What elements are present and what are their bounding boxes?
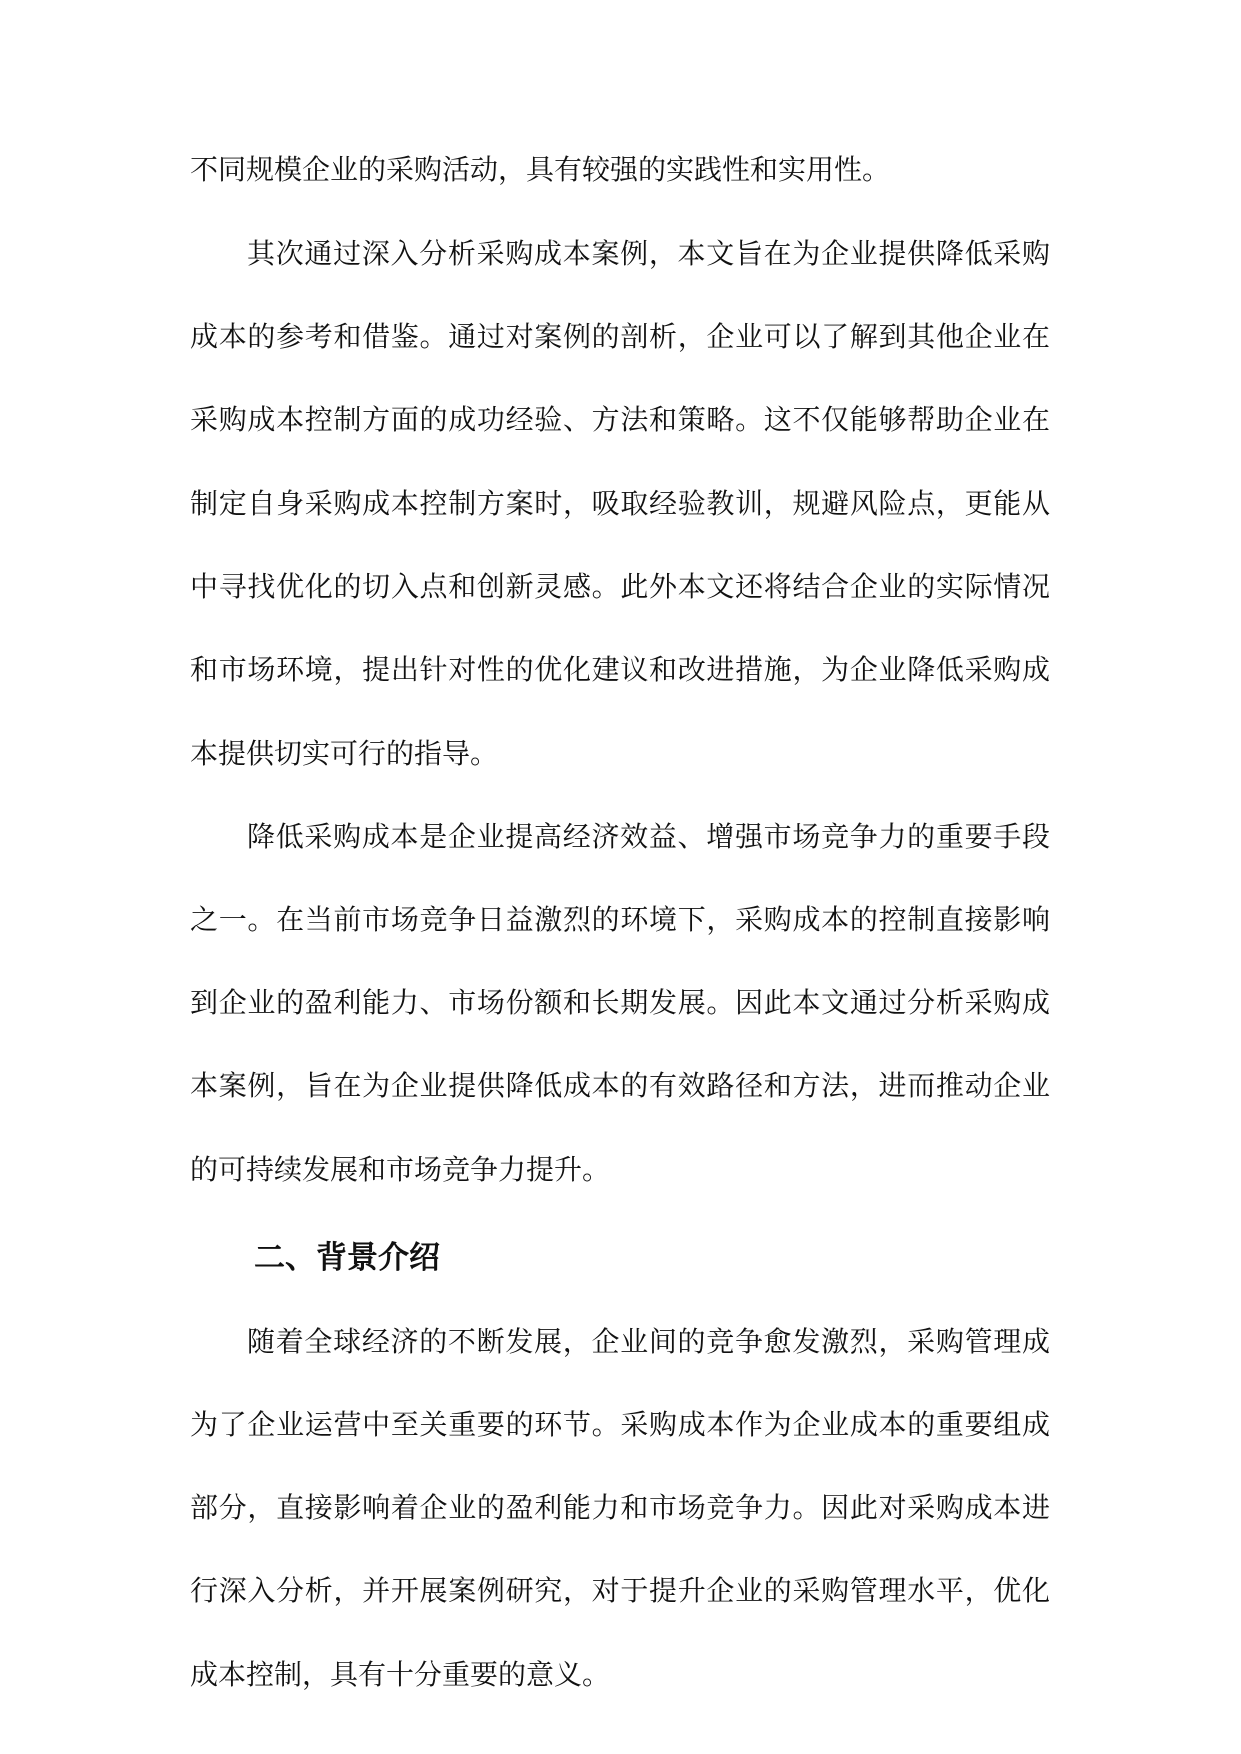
paragraph-2-line-6: 和市场环境，提出针对性的优化建议和改进措施，为企业降低采购成 (190, 653, 1050, 686)
paragraph-2-line-7: 本提供切实可行的指导。 (190, 737, 499, 770)
paragraph-2-line-3: 采购成本控制方面的成功经验、方法和策略。这不仅能够帮助企业在 (190, 403, 1050, 436)
paragraph-4-line-2: 为了企业运营中至关重要的环节。采购成本作为企业成本的重要组成 (190, 1408, 1050, 1441)
paragraph-2-line-4: 制定自身采购成本控制方案时，吸取经验教训，规避风险点，更能从 (190, 487, 1050, 520)
paragraph-2-line-1: 其次通过深入分析采购成本案例，本文旨在为企业提供降低采购 (247, 237, 1050, 270)
paragraph-4-line-5: 成本控制，具有十分重要的意义。 (190, 1658, 611, 1691)
paragraph-4-line-4: 行深入分析，并开展案例研究，对于提升企业的采购管理水平，优化 (190, 1574, 1050, 1607)
paragraph-2-line-2: 成本的参考和借鉴。通过对案例的剖析，企业可以了解到其他企业在 (190, 320, 1050, 353)
paragraph-3-line-3: 到企业的盈利能力、市场份额和长期发展。因此本文通过分析采购成 (190, 986, 1050, 1019)
paragraph-1-line-1: 不同规模企业的采购活动，具有较强的实践性和实用性。 (190, 153, 891, 186)
paragraph-3-line-4: 本案例，旨在为企业提供降低成本的有效路径和方法，进而推动企业 (190, 1069, 1050, 1102)
paragraph-2-line-5: 中寻找优化的切入点和创新灵感。此外本文还将结合企业的实际情况 (190, 570, 1050, 603)
paragraph-4-line-1: 随着全球经济的不断发展，企业间的竞争愈发激烈，采购管理成 (247, 1325, 1050, 1358)
paragraph-4-line-3: 部分，直接影响着企业的盈利能力和市场竞争力。因此对采购成本进 (190, 1491, 1050, 1524)
section-heading: 二、背景介绍 (254, 1240, 440, 1276)
paragraph-3-line-5: 的可持续发展和市场竞争力提升。 (190, 1153, 611, 1186)
paragraph-3-line-2: 之一。在当前市场竞争日益激烈的环境下，采购成本的控制直接影响 (190, 903, 1050, 936)
paragraph-3-line-1: 降低采购成本是企业提高经济效益、增强市场竞争力的重要手段 (247, 820, 1050, 853)
